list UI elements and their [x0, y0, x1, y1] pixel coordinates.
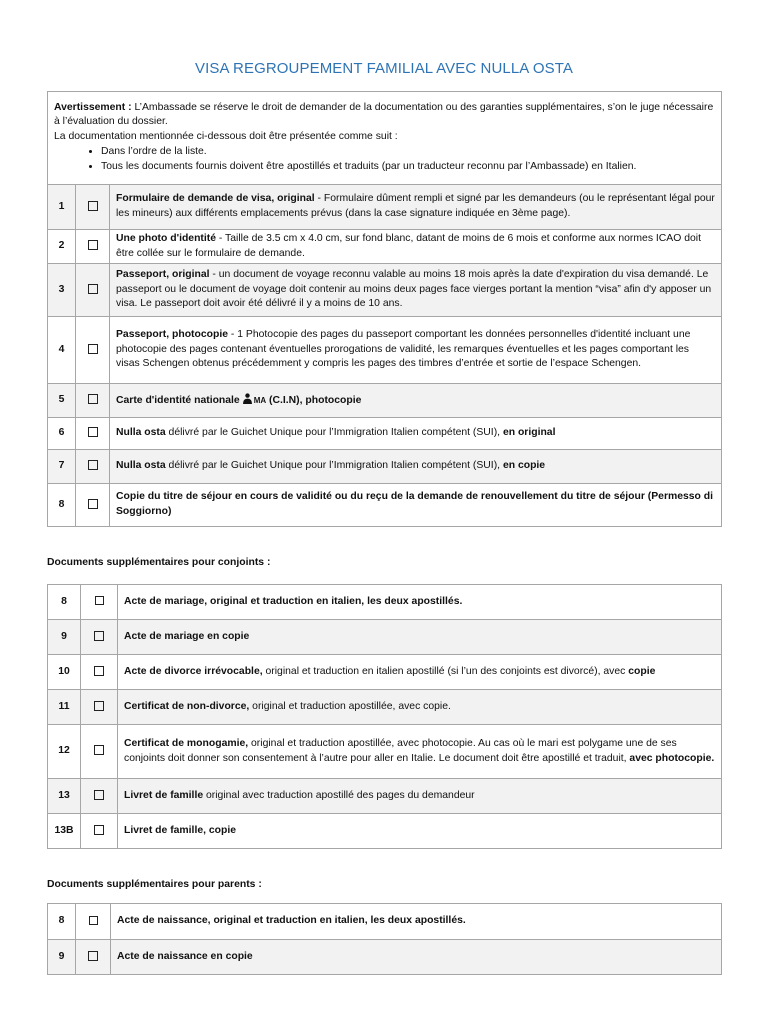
item-checkbox-cell[interactable] [76, 940, 111, 975]
table-row [48, 185, 722, 230]
checkbox-icon[interactable] [94, 631, 104, 641]
item-description [118, 814, 722, 849]
item-number: 7 [48, 450, 76, 484]
item-title-suffix: copie [628, 665, 656, 677]
item-description [118, 690, 722, 725]
item-title: Acte de mariage, original et traduction en italien, les deux apostillés. [124, 595, 463, 607]
item-checkbox-cell[interactable] [81, 725, 118, 779]
item-title: Acte de naissance en copie [117, 950, 253, 962]
item-number: 1 [48, 185, 76, 230]
item-checkbox-cell[interactable] [76, 230, 110, 264]
item-title: Livret de famille, copie [124, 824, 237, 836]
item-checkbox-cell[interactable] [81, 620, 118, 655]
item-text: original et traduction apostillée, avec photocopie. Au cas où le mari est polygame une de ses conjoints doit donner son consentement à l’autre pour aller en Italie. Le document doit être apostillé et traduit, [124, 737, 677, 764]
item-checkbox-cell[interactable] [76, 450, 110, 484]
checkbox-icon[interactable] [88, 240, 98, 250]
item-checkbox-cell[interactable] [76, 418, 110, 450]
main-requirements-table [47, 91, 722, 527]
table-row [48, 940, 722, 975]
item-checkbox-cell[interactable] [76, 384, 110, 418]
item-text: original et traduction en italien apostillé (si l’un des conjoints est divorcé), avec [262, 665, 629, 677]
table-row [48, 814, 722, 849]
item-checkbox-cell[interactable] [76, 185, 110, 230]
checkbox-icon[interactable] [94, 790, 104, 800]
table-row [48, 450, 722, 484]
checkbox-icon[interactable] [88, 499, 98, 509]
item-number: 6 [48, 418, 76, 450]
table-row [48, 620, 722, 655]
warning-text: L’Ambassade se réserve le droit de demander de la documentation ou des garanties supplémentaires, s’on le juge nécessaire à l’évaluation du dossier. [54, 101, 714, 128]
item-description [118, 585, 722, 620]
item-description [118, 725, 722, 779]
item-checkbox-cell[interactable] [76, 484, 110, 527]
warning-label: Avertissement : [54, 101, 132, 113]
item-number: 9 [48, 940, 76, 975]
item-title: Copie du titre de séjour en cours de validité ou du reçu de la demande de renouvellement du titre de séjour (Permesso di Soggiorno) [116, 491, 714, 517]
item-title: Formulaire de demande de visa, original [116, 193, 315, 205]
warning-bullet: • Tous les documents fournis doivent être apostillés et traduits (par un traducteur reconnu par l’Ambassade) en Italien. [101, 160, 715, 175]
table-row [48, 690, 722, 725]
spouses-heading: Documents supplémentaires pour conjoints : [47, 557, 271, 568]
checkbox-icon[interactable] [88, 394, 98, 404]
item-title: Acte de mariage en copie [124, 630, 250, 642]
item-title: Acte de naissance, original et traduction en italien, les deux apostillés. [117, 915, 466, 927]
warning-cell [48, 92, 722, 185]
table-row [48, 317, 722, 384]
item-description [110, 384, 722, 418]
item-number: 8 [48, 484, 76, 527]
country-code: MA [253, 395, 267, 405]
checkbox-icon[interactable] [94, 745, 104, 755]
item-text: - un document de voyage reconnu valable au moins 18 mois après la date d'expiration du visa demandé. Le passeport ou le document de voyage doit contenir au moins deux pages face vierges portant la mention “visa” afin d'y apposer un visa. Le passeport doit avoir été délivré il y a moins de 10 ans. [116, 268, 712, 310]
item-text: - Taille de 3.5 cm x 4.0 cm, sur fond blanc, datant de moins de 6 mois et conforme aux normes ICAO doit être collée sur le formulaire de demande. [116, 232, 701, 259]
item-checkbox-cell[interactable] [81, 814, 118, 849]
item-title-suffix: (C.I.N), photocopie [266, 394, 362, 406]
item-description [118, 620, 722, 655]
item-number: 3 [48, 264, 76, 317]
table-row [48, 725, 722, 779]
checkbox-icon[interactable] [88, 201, 98, 211]
item-title: Livret de famille [124, 789, 204, 801]
checkbox-icon[interactable] [88, 460, 98, 470]
item-number: 12 [48, 725, 81, 779]
item-checkbox-cell[interactable] [81, 655, 118, 690]
checkbox-icon[interactable] [88, 344, 98, 354]
item-title: Certificat de monogamie, [124, 737, 249, 749]
warning-row [48, 92, 722, 185]
checkbox-icon[interactable] [94, 701, 104, 711]
table-row [48, 384, 722, 418]
item-checkbox-cell[interactable] [76, 904, 111, 940]
item-description [111, 940, 722, 975]
table-row [48, 418, 722, 450]
item-checkbox-cell[interactable] [76, 317, 110, 384]
item-checkbox-cell[interactable] [81, 585, 118, 620]
item-description [110, 230, 722, 264]
item-title: Acte de divorce irrévocable, [124, 665, 263, 677]
item-checkbox-cell[interactable] [81, 690, 118, 725]
item-title: Passeport, original [116, 268, 210, 280]
checkbox-icon[interactable] [88, 427, 98, 437]
item-text: - Formulaire dûment rempli et signé par les demandeurs (ou le représentant légal pour les mineurs) aux différents emplacements prévus (dans la case signature indiquée en 3ème page). [116, 193, 715, 219]
warning-bullet: • Dans l’ordre de la liste. [101, 145, 715, 160]
table-row [48, 264, 722, 317]
spouses-table [47, 584, 722, 849]
item-title-suffix: en original [502, 427, 556, 439]
checkbox-icon[interactable] [88, 284, 98, 294]
item-number: 8 [48, 904, 76, 940]
item-title: Une photo d'identité [116, 232, 217, 244]
parents-heading: Documents supplémentaires pour parents : [47, 879, 262, 890]
item-title: Carte d'identité nationale [116, 394, 240, 406]
item-title: Nulla osta [116, 427, 166, 439]
warning-bullets [54, 145, 715, 175]
item-title-suffix: avec photocopie. [629, 752, 715, 764]
item-title: Nulla osta [116, 460, 166, 472]
item-description [118, 655, 722, 690]
item-description [110, 484, 722, 527]
checkbox-icon[interactable] [89, 916, 98, 925]
page-title: VISA REGROUPEMENT FAMILIAL AVEC NULLA OSTA [195, 60, 573, 77]
person-icon [242, 393, 253, 404]
parents-table [47, 903, 722, 975]
item-title: Certificat de non-divorce, [124, 700, 250, 712]
checkbox-icon[interactable] [94, 825, 104, 835]
item-description [110, 264, 722, 317]
item-description [110, 185, 722, 230]
item-description [111, 904, 722, 940]
item-description [118, 779, 722, 814]
item-text: original avec traduction apostillé des pages du demandeur [203, 789, 475, 801]
item-description [110, 450, 722, 484]
item-title: Passeport, photocopie [116, 328, 229, 340]
item-text: délivré par le Guichet Unique pour l’Immigration Italien compétent (SUI), [165, 460, 503, 472]
table-row [48, 904, 722, 940]
item-number: 5 [48, 384, 76, 418]
item-number: 4 [48, 317, 76, 384]
checkbox-icon[interactable] [94, 666, 104, 676]
item-number: 8 [48, 585, 81, 620]
item-number: 10 [48, 655, 81, 690]
item-number: 9 [48, 620, 81, 655]
table-row [48, 655, 722, 690]
table-row [48, 779, 722, 814]
checkbox-icon[interactable] [88, 951, 98, 961]
table-row [48, 230, 722, 264]
item-description [110, 317, 722, 384]
item-number: 13 [48, 779, 81, 814]
item-text: original et traduction apostillée, avec copie. [249, 700, 451, 712]
item-checkbox-cell[interactable] [76, 264, 110, 317]
item-number: 13B [48, 814, 81, 849]
item-checkbox-cell[interactable] [81, 779, 118, 814]
table-row [48, 484, 722, 527]
item-text: - 1 Photocopie des pages du passeport comportant les données personnelles d'identité incluant une photocopie des pages contenant éventuelles prorogations de validité, les remarques éventuelles et les pages comportant les visas Schengen obtenus précédemment y compris les pages des timbres d’entrée et sortie de l’espace Schengen. [116, 328, 691, 370]
table-row [48, 585, 722, 620]
checkbox-icon[interactable] [95, 596, 104, 605]
item-description [110, 418, 722, 450]
item-number: 2 [48, 230, 76, 264]
item-title-suffix: en copie [502, 460, 546, 472]
item-text: délivré par le Guichet Unique pour l’Immigration Italien compétent (SUI), [165, 427, 503, 439]
item-number: 11 [48, 690, 81, 725]
warning-intro: La documentation mentionnée ci-dessous doit être présentée comme suit : [54, 131, 398, 143]
